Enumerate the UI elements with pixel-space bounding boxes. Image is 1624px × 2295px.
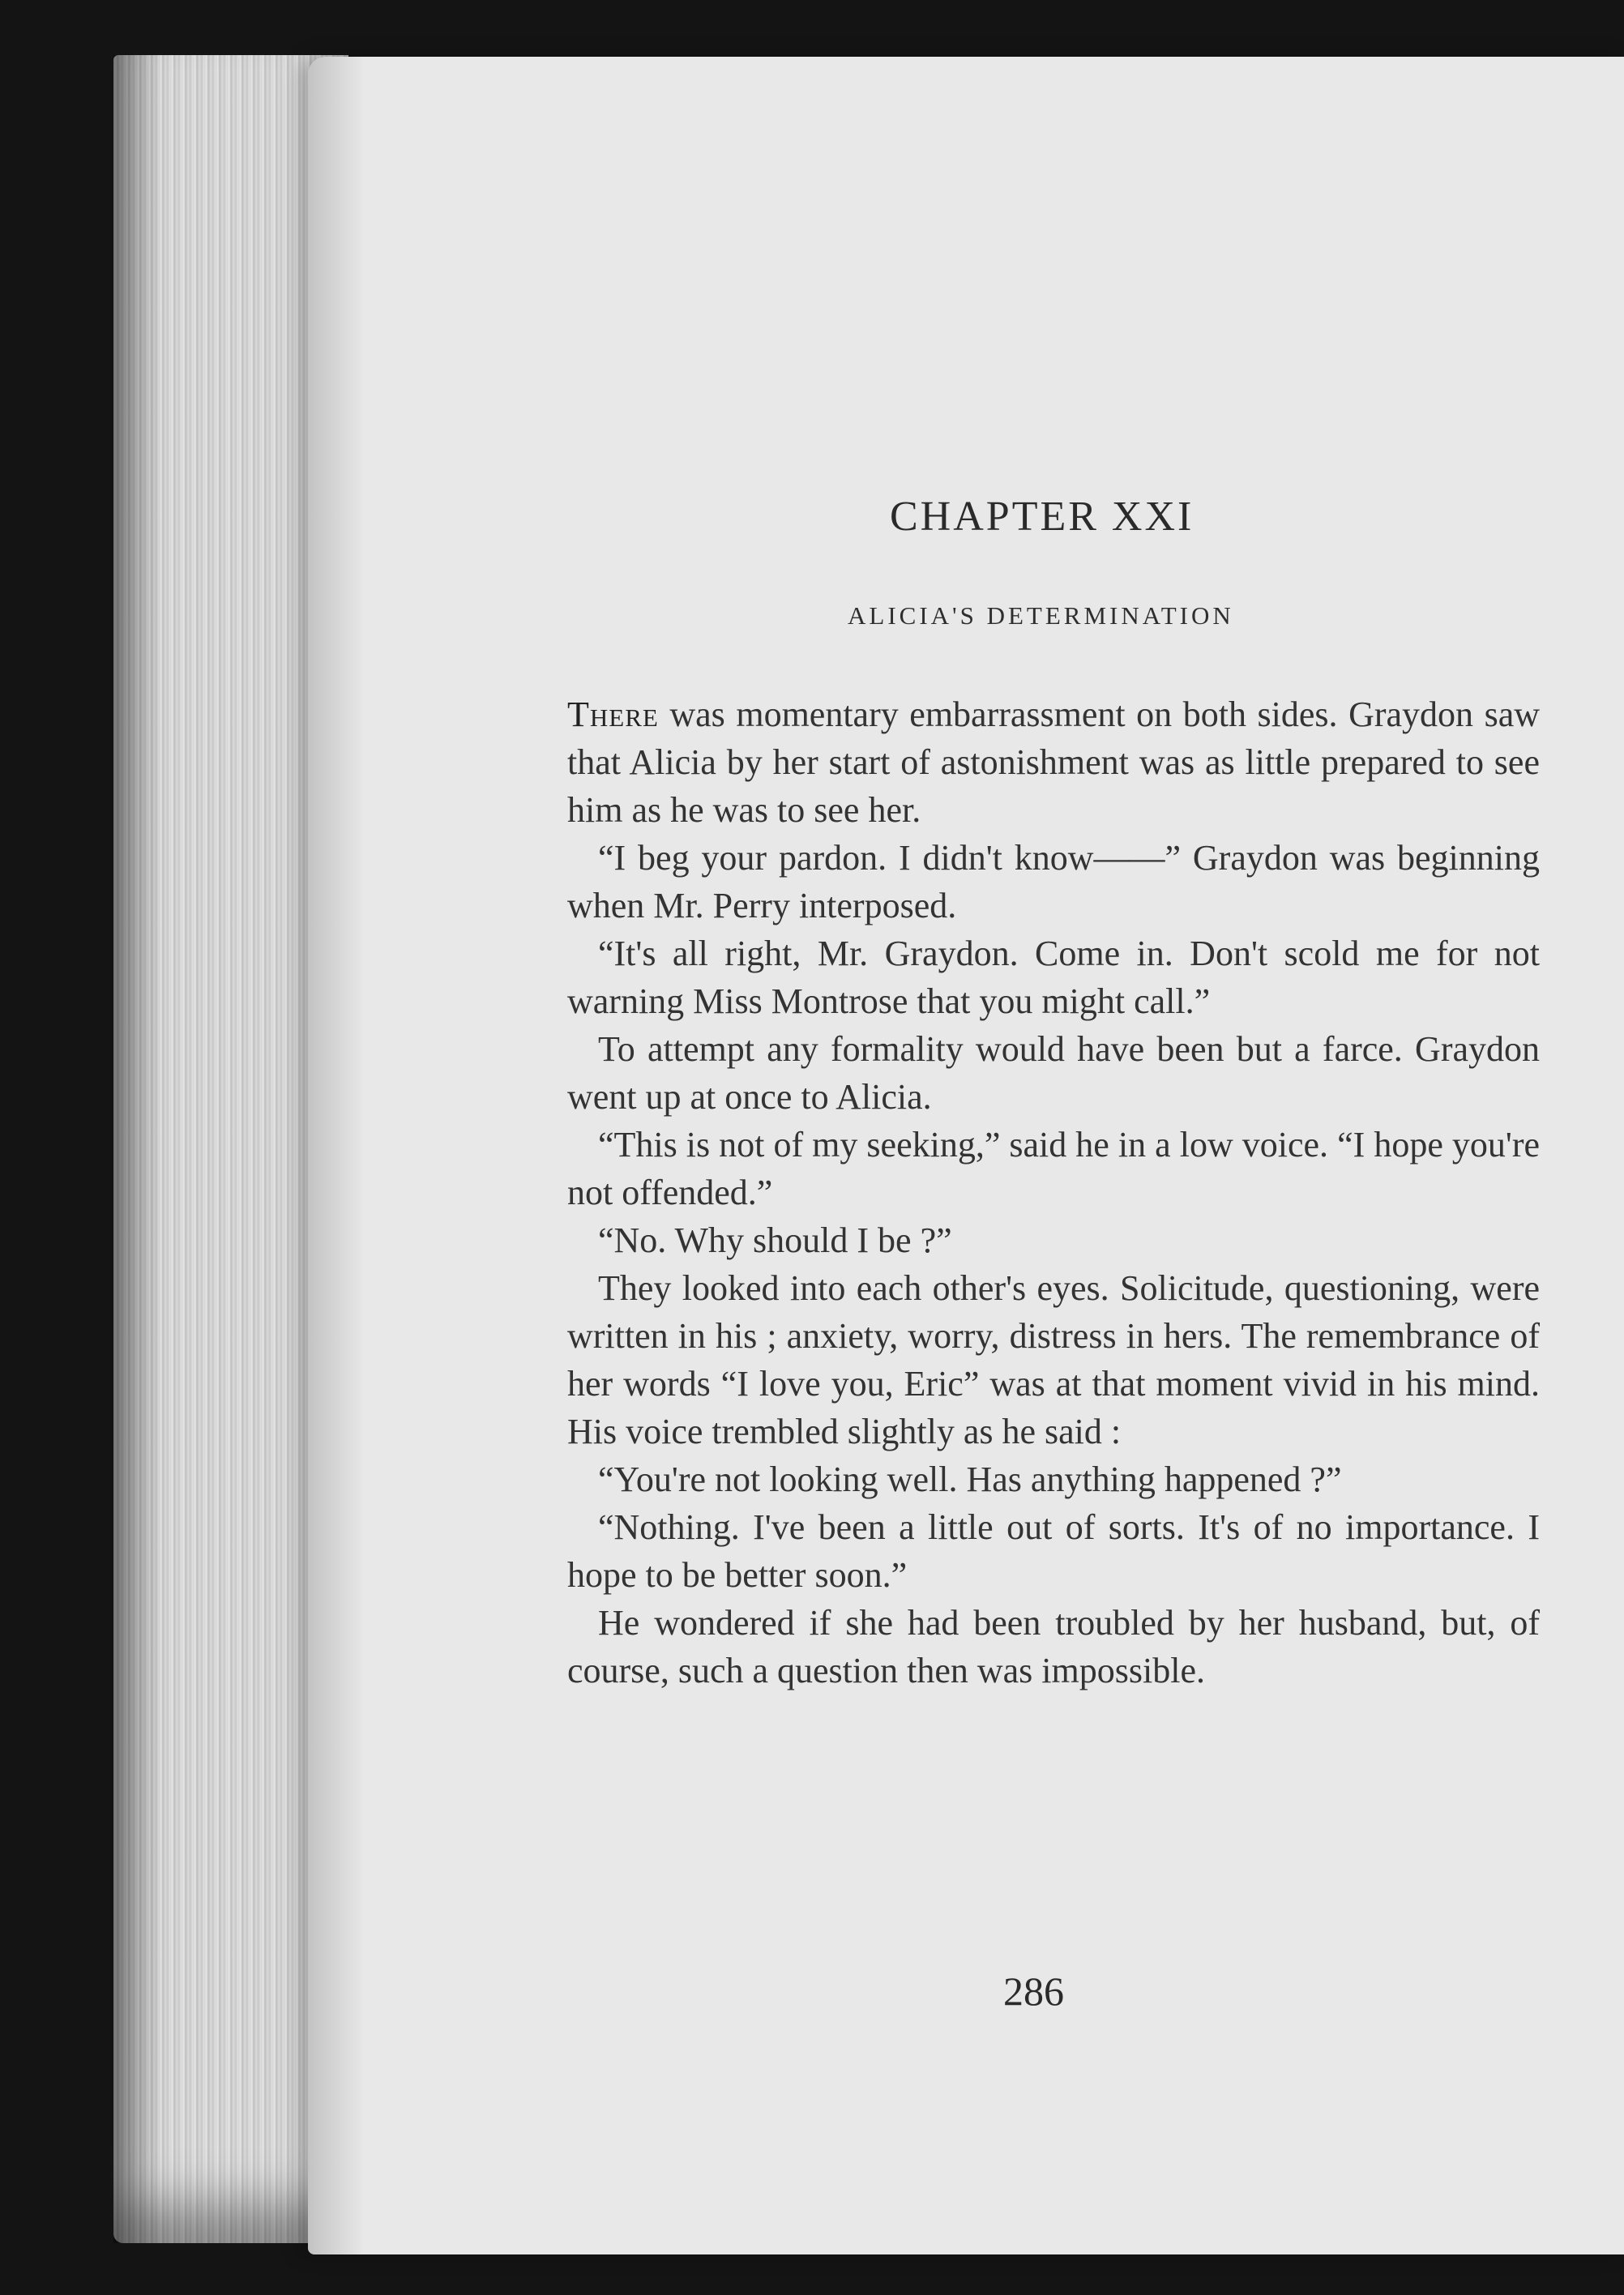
paragraph-lead-word: There	[567, 694, 659, 734]
paragraph: To attempt any formality would have been but a farce. Graydon went up at once to Alicia.	[567, 1029, 1540, 1117]
paragraph-text: was momentary embarrassment on both sides. Graydon saw that Alicia by her start of astonishment was as little prepared to see him as he was to see her.	[567, 694, 1540, 830]
chapter-title: CHAPTER XXI	[890, 494, 1194, 540]
chapter-body	[567, 690, 1540, 1695]
paragraph: “This is not of my seeking,” said he in a low voice. “I hope you're not offended.”	[567, 1125, 1540, 1212]
paragraph: He wondered if she had been troubled by her husband, but, of course, such a question then was impossible.	[567, 1603, 1540, 1690]
paragraph: “You're not looking well. Has anything happened ?”	[598, 1459, 1342, 1499]
paragraph: “Nothing. I've been a little out of sorts. It's of no importance. I hope to be better soon.”	[567, 1507, 1540, 1595]
paragraph: “No. Why should I be ?”	[598, 1220, 952, 1260]
chapter-subtitle: ALICIA'S DETERMINATION	[848, 601, 1234, 630]
paragraph: They looked into each other's eyes. Solicitude, questioning, were written in his ; anxiety, worry, distress in hers. The remembrance of her words “I love you, Eric” was at that moment vivid in his mind. His voice trembled slightly as he said :	[567, 1268, 1540, 1451]
paragraph	[567, 690, 1540, 834]
page-number: 286	[1003, 1968, 1064, 2014]
paragraph: “It's all right, Mr. Graydon. Come in. Don't scold me for not warning Miss Montrose that you might call.”	[567, 934, 1540, 1021]
paragraph: “I beg your pardon. I didn't know——” Graydon was beginning when Mr. Perry interposed.	[567, 838, 1540, 925]
